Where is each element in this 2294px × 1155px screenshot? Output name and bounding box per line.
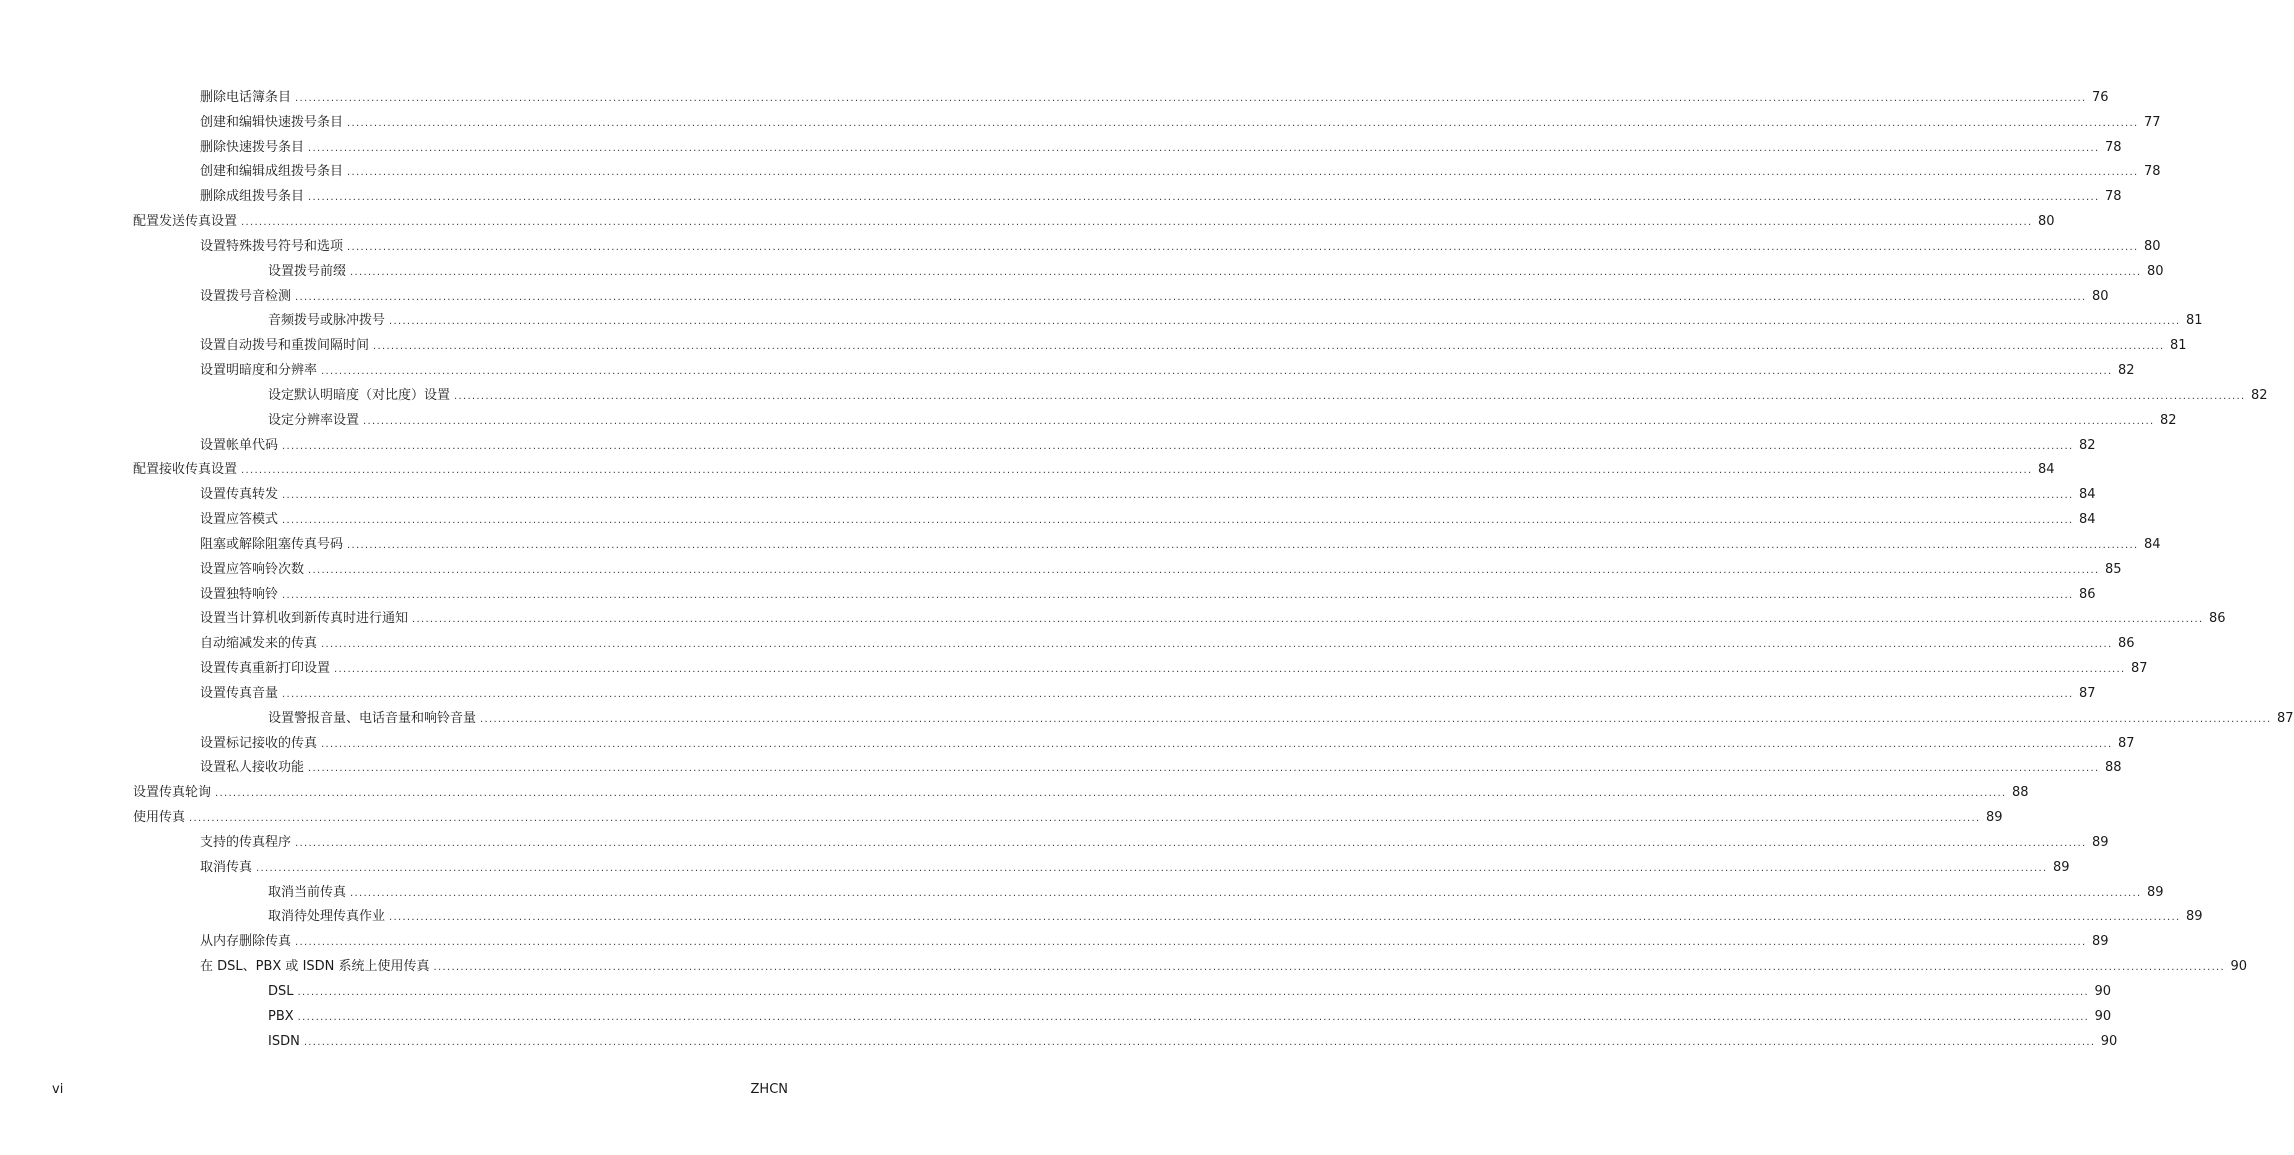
toc-entry-label: 设置特殊拨号符号和选项 — [200, 238, 344, 254]
toc-entry-page: 82 — [2159, 412, 2177, 428]
toc-dot-leader: ................................................................................................................................................................................................................................................................................................................................................................................................................ — [241, 465, 2033, 477]
toc-dot-leader: ................................................................................................................................................................................................................................................................................................................................................................................................................ — [295, 837, 2087, 849]
toc-dot-leader: ................................................................................................................................................................................................................................................................................................................................................................................................................ — [282, 589, 2074, 601]
toc-entry-page: 89 — [2052, 859, 2070, 875]
toc-entry-page: 86 — [2208, 611, 2226, 627]
toc-entry[interactable] — [268, 980, 2111, 1000]
toc-entry-page: 76 — [2091, 90, 2109, 105]
toc-dot-leader: ................................................................................................................................................................................................................................................................................................................................................................................................................ — [347, 241, 2139, 253]
toc-dot-leader: ................................................................................................................................................................................................................................................................................................................................................................................................................ — [347, 539, 2139, 551]
toc-entry[interactable] — [200, 533, 2161, 553]
toc-entry-page: 85 — [2104, 561, 2122, 577]
toc-dot-leader: ................................................................................................................................................................................................................................................................................................................................................................................................................ — [308, 763, 2100, 775]
toc-entry[interactable] — [200, 831, 2109, 851]
toc-dot-leader: ................................................................................................................................................................................................................................................................................................................................................................................................................ — [282, 490, 2074, 502]
toc-entry[interactable] — [200, 160, 2161, 180]
toc-entry[interactable] — [268, 1030, 2118, 1050]
toc-entry-page: 80 — [2143, 238, 2161, 254]
toc-entry-page: 78 — [2143, 164, 2161, 180]
toc-entry-label: 使用传真 — [133, 810, 186, 826]
toc-entry[interactable] — [133, 781, 2029, 801]
toc-entry[interactable] — [200, 732, 2135, 752]
toc-entry-page: 87 — [2276, 710, 2294, 726]
toc-entry-label: 在 DSL、PBX 或 ISDN 系统上使用传真 — [200, 959, 430, 975]
toc-entry[interactable] — [268, 384, 2268, 404]
footer-language-code: ZHCN — [750, 1082, 788, 1097]
toc-dot-leader: ................................................................................................................................................................................................................................................................................................................................................................................................................ — [389, 316, 2181, 328]
toc-entry-label: 设置传真轮询 — [133, 785, 212, 801]
toc-entry[interactable] — [200, 955, 2248, 975]
toc-dot-leader: ................................................................................................................................................................................................................................................................................................................................................................................................................ — [363, 415, 2155, 427]
toc-entry-page: 89 — [1985, 810, 2003, 826]
toc-dot-leader: ................................................................................................................................................................................................................................................................................................................................................................................................................ — [412, 614, 2204, 626]
toc-entry-label: 设置当计算机收到新传真时进行通知 — [200, 611, 409, 627]
toc-entry-page: 89 — [2091, 834, 2109, 850]
toc-entry-page: 84 — [2143, 536, 2161, 552]
toc-entry-page: 84 — [2037, 462, 2055, 478]
toc-entry-page: 77 — [2143, 114, 2161, 130]
toc-entry-label: 设置应答模式 — [200, 512, 279, 528]
toc-entry-label: 设置拨号前缀 — [268, 263, 347, 279]
toc-entry-page: 86 — [2117, 636, 2135, 652]
toc-dot-leader: ................................................................................................................................................................................................................................................................................................................................................................................................................ — [373, 341, 2165, 353]
toc-entry[interactable] — [200, 930, 2109, 950]
toc-entry-page: 90 — [2230, 959, 2248, 975]
toc-entry-page: 89 — [2091, 934, 2109, 950]
toc-entry[interactable] — [133, 458, 2055, 478]
toc-dot-leader: ................................................................................................................................................................................................................................................................................................................................................................................................................ — [308, 564, 2100, 576]
toc-entry-label: 取消待处理传真作业 — [268, 909, 386, 925]
toc-dot-leader: ................................................................................................................................................................................................................................................................................................................................................................................................................ — [433, 962, 2226, 974]
toc-entry[interactable] — [200, 607, 2226, 627]
toc-entry[interactable] — [200, 583, 2096, 603]
toc-entry-page: 90 — [2094, 983, 2111, 999]
toc-entry-label: 配置接收传真设置 — [133, 462, 238, 478]
toc-entry-label: 设置明暗度和分辨率 — [200, 363, 318, 379]
toc-dot-leader: ................................................................................................................................................................................................................................................................................................................................................................................................................ — [308, 192, 2100, 204]
toc-dot-leader: ................................................................................................................................................................................................................................................................................................................................................................................................................ — [295, 291, 2087, 303]
toc-entry-page: 80 — [2091, 288, 2109, 304]
toc-entry[interactable] — [200, 136, 2122, 156]
toc-entry[interactable] — [200, 235, 2161, 255]
toc-entry[interactable] — [200, 483, 2096, 503]
toc-entry-label: 设置拨号音检测 — [200, 288, 292, 304]
footer-page-number: vi — [52, 1082, 64, 1097]
toc-entry[interactable] — [200, 756, 2122, 776]
toc-entry[interactable] — [268, 260, 2164, 280]
toc-entry-label: 创建和编辑快速拨号条目 — [200, 114, 344, 130]
toc-entry-page: 89 — [2146, 884, 2164, 900]
toc-dot-leader: ................................................................................................................................................................................................................................................................................................................................................................................................................ — [321, 639, 2113, 651]
toc-entry-page: 82 — [2117, 363, 2135, 379]
toc-dot-leader: ................................................................................................................................................................................................................................................................................................................................................................................................................ — [282, 688, 2074, 700]
toc-dot-leader: ................................................................................................................................................................................................................................................................................................................................................................................................................ — [347, 167, 2139, 179]
toc-entry[interactable] — [200, 856, 2070, 876]
toc-entry-label: ISDN — [268, 1033, 300, 1049]
toc-entry-label: DSL — [268, 983, 294, 999]
toc-entry[interactable] — [133, 210, 2055, 230]
toc-entry[interactable] — [200, 86, 2109, 106]
toc-entry-label: 删除快速拨号条目 — [200, 139, 305, 155]
toc-dot-leader: ................................................................................................................................................................................................................................................................................................................................................................................................................ — [282, 440, 2074, 452]
toc-dot-leader: ................................................................................................................................................................................................................................................................................................................................................................................................................ — [256, 862, 2048, 874]
toc-entry[interactable] — [268, 309, 2203, 329]
toc-dot-leader: ................................................................................................................................................................................................................................................................................................................................................................................................................ — [297, 986, 2089, 998]
toc-dot-leader: ................................................................................................................................................................................................................................................................................................................................................................................................................ — [295, 937, 2087, 949]
toc-dot-leader: ................................................................................................................................................................................................................................................................................................................................................................................................................ — [282, 515, 2074, 527]
toc-entry-page: 87 — [2130, 661, 2148, 677]
toc-dot-leader: ................................................................................................................................................................................................................................................................................................................................................................................................................ — [241, 217, 2033, 229]
toc-entry-label: 设置应答响铃次数 — [200, 561, 305, 577]
toc-entry[interactable] — [200, 334, 2187, 354]
toc-entry-page: 90 — [2100, 1033, 2118, 1049]
toc-dot-leader: ................................................................................................................................................................................................................................................................................................................................................................................................................ — [389, 912, 2181, 924]
toc-entry[interactable] — [200, 632, 2135, 652]
toc-entry-label: 删除成组拨号条目 — [200, 189, 305, 205]
toc-entry-page: 90 — [2094, 1008, 2112, 1024]
toc-entry-label: 设置传真重新打印设置 — [200, 661, 331, 677]
toc-entry-page: 87 — [2117, 735, 2135, 751]
toc-entry-label: 从内存删除传真 — [200, 934, 292, 950]
toc-entry-label: 设置传真音量 — [200, 685, 279, 701]
toc-entry-page: 88 — [2011, 785, 2029, 801]
toc-entry-label: 设置帐单代码 — [200, 437, 279, 453]
toc-dot-leader: ................................................................................................................................................................................................................................................................................................................................................................................................................ — [347, 117, 2139, 129]
toc-dot-leader: ................................................................................................................................................................................................................................................................................................................................................................................................................ — [321, 738, 2113, 750]
toc-entry-label: 设置自动拨号和重拨间隔时间 — [200, 338, 370, 354]
toc-entry-page: 80 — [2037, 214, 2055, 230]
toc-entry[interactable] — [200, 682, 2096, 702]
toc-entry-label: 删除电话簿条目 — [200, 90, 292, 105]
toc-entry[interactable] — [200, 434, 2096, 454]
toc-entry-label: 设置标记接收的传真 — [200, 735, 318, 751]
toc-entry[interactable] — [200, 185, 2122, 205]
toc-entry-label: 设置传真转发 — [200, 487, 279, 503]
toc-entry-label: 音频拨号或脉冲拨号 — [268, 313, 386, 329]
toc-entry-label: 配置发送传真设置 — [133, 214, 238, 230]
toc-entry-page: 78 — [2104, 139, 2122, 155]
toc-entry-page: 86 — [2078, 586, 2096, 602]
toc-dot-leader: ................................................................................................................................................................................................................................................................................................................................................................................................................ — [303, 1036, 2096, 1048]
toc-dot-leader: ................................................................................................................................................................................................................................................................................................................................................................................................................ — [308, 142, 2100, 154]
toc-dot-leader: ................................................................................................................................................................................................................................................................................................................................................................................................................ — [334, 664, 2126, 676]
toc-entry[interactable] — [133, 806, 2003, 826]
toc-entry-page: 84 — [2078, 512, 2096, 528]
toc-entry-page: 82 — [2250, 387, 2268, 403]
toc-entry-label: 设定分辨率设置 — [268, 412, 360, 428]
toc-entry-page: 82 — [2078, 437, 2096, 453]
toc-entry[interactable] — [200, 285, 2109, 305]
toc-entry[interactable] — [200, 111, 2161, 131]
toc-entry[interactable] — [268, 707, 2294, 727]
toc-dot-leader: ................................................................................................................................................................................................................................................................................................................................................................................................................ — [350, 266, 2142, 278]
toc-dot-leader: ................................................................................................................................................................................................................................................................................................................................................................................................................ — [189, 813, 1981, 825]
toc-entry-label: PBX — [268, 1008, 294, 1024]
toc-entry[interactable] — [268, 409, 2177, 429]
toc-entry-label: 取消当前传真 — [268, 884, 347, 900]
toc-entry-page: 87 — [2078, 685, 2096, 701]
toc-entry-label: 创建和编辑成组拨号条目 — [200, 164, 344, 180]
toc-entry-page: 80 — [2146, 263, 2164, 279]
toc-entry[interactable] — [268, 881, 2164, 901]
toc-dot-leader: ................................................................................................................................................................................................................................................................................................................................................................................................................ — [295, 93, 2087, 104]
toc-dot-leader: ................................................................................................................................................................................................................................................................................................................................................................................................................ — [215, 788, 2007, 800]
toc-entry-page: 84 — [2078, 487, 2096, 503]
toc-entry-label: 设置警报音量、电话音量和响铃音量 — [268, 710, 477, 726]
toc-entry-page: 89 — [2185, 909, 2203, 925]
toc-entry-label: 自动缩减发来的传真 — [200, 636, 318, 652]
toc-entry-label: 设定默认明暗度（对比度）设置 — [268, 387, 451, 403]
toc-dot-leader: ................................................................................................................................................................................................................................................................................................................................................................................................................ — [321, 366, 2113, 378]
toc-entry[interactable] — [200, 558, 2122, 578]
toc-entry-page: 81 — [2169, 338, 2187, 354]
toc-entry[interactable] — [200, 657, 2148, 677]
toc-entry-page: 81 — [2185, 313, 2203, 329]
toc-dot-leader: ................................................................................................................................................................................................................................................................................................................................................................................................................ — [297, 1011, 2090, 1023]
toc-entry[interactable] — [200, 508, 2096, 528]
toc-entry-page: 78 — [2104, 189, 2122, 205]
toc-entry-label: 设置独特响铃 — [200, 586, 279, 602]
toc-entry[interactable] — [268, 1005, 2112, 1025]
toc-entry-label: 支持的传真程序 — [200, 834, 292, 850]
toc-entry[interactable] — [268, 905, 2203, 925]
toc-dot-leader: ................................................................................................................................................................................................................................................................................................................................................................................................................ — [454, 390, 2246, 402]
toc-dot-leader: ................................................................................................................................................................................................................................................................................................................................................................................................................ — [480, 713, 2272, 725]
toc-dot-leader: ................................................................................................................................................................................................................................................................................................................................................................................................................ — [350, 887, 2142, 899]
toc-entry[interactable] — [200, 359, 2135, 379]
toc-entry-page: 88 — [2104, 760, 2122, 776]
toc-entry-label: 取消传真 — [200, 859, 253, 875]
toc-entry-label: 阻塞或解除阻塞传真号码 — [200, 536, 344, 552]
toc-entry-label: 设置私人接收功能 — [200, 760, 305, 776]
